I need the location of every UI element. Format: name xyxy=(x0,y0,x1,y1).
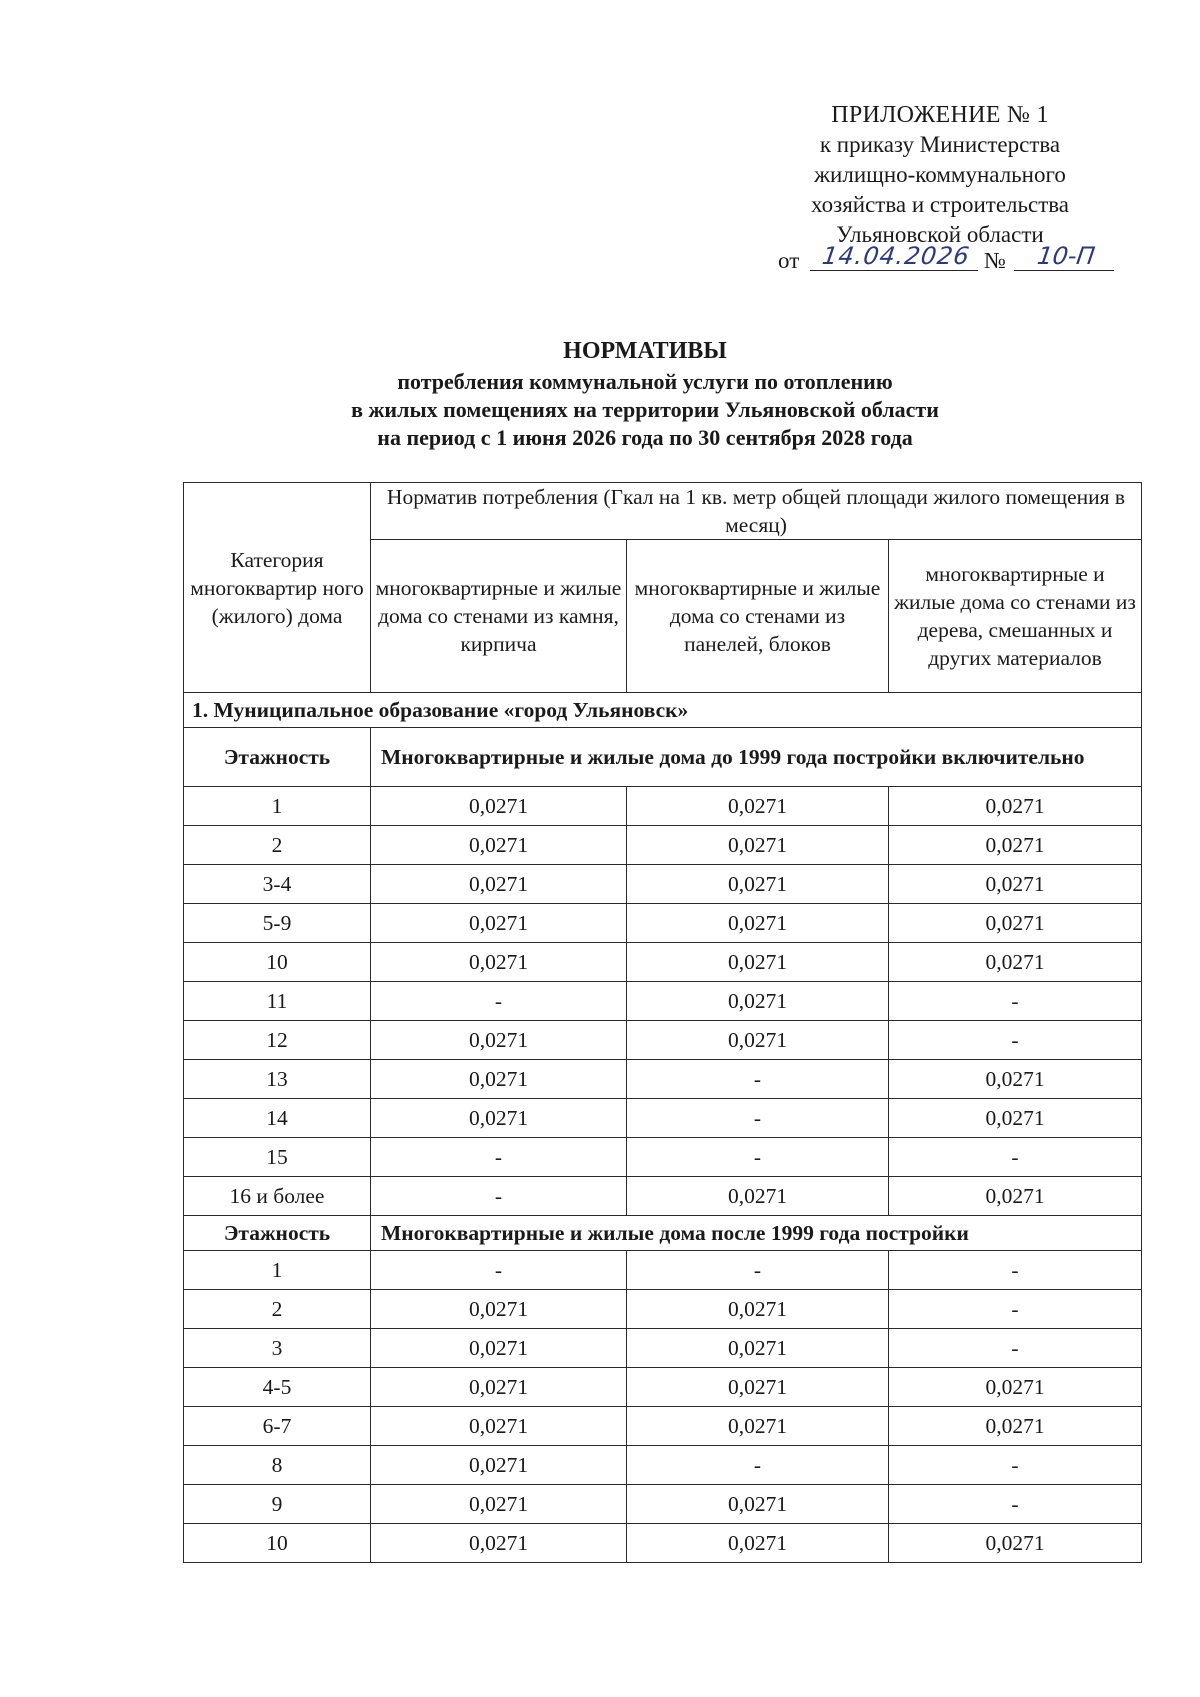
value-cell-stone: - xyxy=(371,1177,627,1216)
value-cell-stone: 0,0271 xyxy=(371,1407,627,1446)
value-cell-wood: 0,0271 xyxy=(889,1060,1142,1099)
order-date-number xyxy=(778,242,1118,276)
category-header: Категория многоквартир ного (жилого) дома xyxy=(184,483,371,693)
value-cell-wood: - xyxy=(889,1290,1142,1329)
handwritten-number: 10-П xyxy=(1014,242,1118,271)
col-header-stone: многоквартирные и жилые дома со стенами из камня, кирпича xyxy=(371,540,627,693)
value-cell-panel: 0,0271 xyxy=(627,1021,889,1060)
value-cell-wood: - xyxy=(889,1138,1142,1177)
appendix-line: к приказу Министерства xyxy=(819,132,1061,157)
group-title: Многоквартирные и жилые дома до 1999 года постройки включительно xyxy=(371,728,1142,787)
value-cell-stone: 0,0271 xyxy=(371,865,627,904)
floors-cell: 8 xyxy=(184,1446,371,1485)
table-row xyxy=(184,787,1142,826)
appendix-line: хозяйства и строительства xyxy=(810,192,1070,217)
value-cell-panel: 0,0271 xyxy=(627,943,889,982)
table-row xyxy=(184,1485,1142,1524)
value-cell-wood: 0,0271 xyxy=(889,787,1142,826)
document-title: НОРМАТИВЫ xyxy=(563,338,727,364)
value-cell-wood: - xyxy=(889,1485,1142,1524)
floors-cell: 2 xyxy=(184,826,371,865)
value-cell-panel: 0,0271 xyxy=(627,904,889,943)
value-cell-wood: 0,0271 xyxy=(889,826,1142,865)
floors-cell: 1 xyxy=(184,787,371,826)
heading-line: в жилых помещениях на территории Ульяновской области xyxy=(351,397,939,422)
section-title: 1. Муниципальное образование «город Ульяновск» xyxy=(184,693,1142,728)
group-title: Многоквартирные и жилые дома после 1999 года постройки xyxy=(371,1216,1142,1251)
appendix-line: жилищно-коммунального xyxy=(814,162,1066,187)
group-label: Этажность xyxy=(184,728,371,787)
appendix-line: Ульяновской области xyxy=(836,222,1044,247)
floors-cell: 16 и более xyxy=(184,1177,371,1216)
floors-cell: 13 xyxy=(184,1060,371,1099)
heading-line: потребления коммунальной услуги по отоплению xyxy=(397,369,893,394)
value-cell-stone: 0,0271 xyxy=(371,787,627,826)
appendix-title: ПРИЛОЖЕНИЕ № 1 xyxy=(831,102,1049,128)
table-row xyxy=(184,826,1142,865)
table-row xyxy=(184,1524,1142,1563)
floors-cell: 2 xyxy=(184,1290,371,1329)
value-cell-panel: 0,0271 xyxy=(627,787,889,826)
date-prefix: от xyxy=(778,248,800,273)
floors-cell: 10 xyxy=(184,943,371,982)
floors-cell: 12 xyxy=(184,1021,371,1060)
floors-cell: 11 xyxy=(184,982,371,1021)
value-cell-stone: 0,0271 xyxy=(371,1060,627,1099)
value-cell-panel: 0,0271 xyxy=(627,826,889,865)
floors-cell: 1 xyxy=(184,1251,371,1290)
floors-cell: 15 xyxy=(184,1138,371,1177)
value-cell-panel: 0,0271 xyxy=(627,982,889,1021)
value-cell-wood: 0,0271 xyxy=(889,1177,1142,1216)
value-cell-stone: - xyxy=(371,982,627,1021)
table-row xyxy=(184,1251,1142,1290)
floors-cell: 4-5 xyxy=(184,1368,371,1407)
table-row xyxy=(184,1060,1142,1099)
document-heading xyxy=(180,334,1110,452)
floors-cell: 3-4 xyxy=(184,865,371,904)
value-cell-panel: 0,0271 xyxy=(627,1407,889,1446)
value-cell-panel: 0,0271 xyxy=(627,1329,889,1368)
value-cell-stone: 0,0271 xyxy=(371,904,627,943)
value-cell-stone: 0,0271 xyxy=(371,1485,627,1524)
value-cell-panel: 0,0271 xyxy=(627,1485,889,1524)
table-row xyxy=(184,1138,1142,1177)
value-cell-wood: - xyxy=(889,1329,1142,1368)
value-cell-stone: - xyxy=(371,1251,627,1290)
norms-table xyxy=(183,482,1142,1563)
value-cell-wood: 0,0271 xyxy=(889,1099,1142,1138)
value-cell-wood: - xyxy=(889,1021,1142,1060)
value-cell-wood: 0,0271 xyxy=(889,904,1142,943)
table-row xyxy=(184,865,1142,904)
value-cell-wood: 0,0271 xyxy=(889,1407,1142,1446)
value-cell-panel: - xyxy=(627,1251,889,1290)
value-cell-panel: 0,0271 xyxy=(627,1368,889,1407)
table-row xyxy=(184,1290,1142,1329)
value-cell-wood: 0,0271 xyxy=(889,1524,1142,1563)
table-row xyxy=(184,904,1142,943)
value-cell-stone: 0,0271 xyxy=(371,826,627,865)
value-cell-wood: - xyxy=(889,982,1142,1021)
table-row xyxy=(184,1446,1142,1485)
value-cell-panel: 0,0271 xyxy=(627,865,889,904)
value-cell-panel: - xyxy=(627,1099,889,1138)
value-cell-stone: - xyxy=(371,1138,627,1177)
norm-header: Норматив потребления (Гкал на 1 кв. метр общей площади жилого помещения в месяц) xyxy=(371,483,1142,540)
floors-cell: 5-9 xyxy=(184,904,371,943)
table-row xyxy=(184,1407,1142,1446)
value-cell-stone: 0,0271 xyxy=(371,1446,627,1485)
table-row xyxy=(184,1177,1142,1216)
table-row xyxy=(184,982,1142,1021)
value-cell-stone: 0,0271 xyxy=(371,1524,627,1563)
value-cell-wood: 0,0271 xyxy=(889,1368,1142,1407)
appendix-block xyxy=(760,100,1120,250)
heading-line: на период с 1 июня 2026 года по 30 сентября 2028 года xyxy=(377,425,913,450)
col-header-panel: многоквартирные и жилые дома со стенами из панелей, блоков xyxy=(627,540,889,693)
floors-cell: 10 xyxy=(184,1524,371,1563)
table-row xyxy=(184,1368,1142,1407)
floors-cell: 6-7 xyxy=(184,1407,371,1446)
value-cell-panel: 0,0271 xyxy=(627,1177,889,1216)
value-cell-wood: - xyxy=(889,1446,1142,1485)
value-cell-panel: - xyxy=(627,1060,889,1099)
value-cell-stone: 0,0271 xyxy=(371,1290,627,1329)
value-cell-stone: 0,0271 xyxy=(371,1368,627,1407)
floors-cell: 9 xyxy=(184,1485,371,1524)
value-cell-stone: 0,0271 xyxy=(371,943,627,982)
value-cell-panel: 0,0271 xyxy=(627,1290,889,1329)
handwritten-date: 14.04.2026 xyxy=(810,242,982,271)
table-row xyxy=(184,1329,1142,1368)
table-row xyxy=(184,1099,1142,1138)
value-cell-panel: - xyxy=(627,1446,889,1485)
col-header-wood: многоквартирные и жилые дома со стенами из дерева, смешанных и других материалов xyxy=(889,540,1142,693)
value-cell-wood: 0,0271 xyxy=(889,865,1142,904)
value-cell-stone: 0,0271 xyxy=(371,1099,627,1138)
value-cell-stone: 0,0271 xyxy=(371,1021,627,1060)
value-cell-stone: 0,0271 xyxy=(371,1329,627,1368)
value-cell-wood: - xyxy=(889,1251,1142,1290)
group-label: Этажность xyxy=(184,1216,371,1251)
floors-cell: 3 xyxy=(184,1329,371,1368)
table-row xyxy=(184,943,1142,982)
value-cell-panel: 0,0271 xyxy=(627,1524,889,1563)
number-prefix: № xyxy=(984,248,1006,273)
value-cell-wood: 0,0271 xyxy=(889,943,1142,982)
table-row xyxy=(184,1021,1142,1060)
floors-cell: 14 xyxy=(184,1099,371,1138)
value-cell-panel: - xyxy=(627,1138,889,1177)
